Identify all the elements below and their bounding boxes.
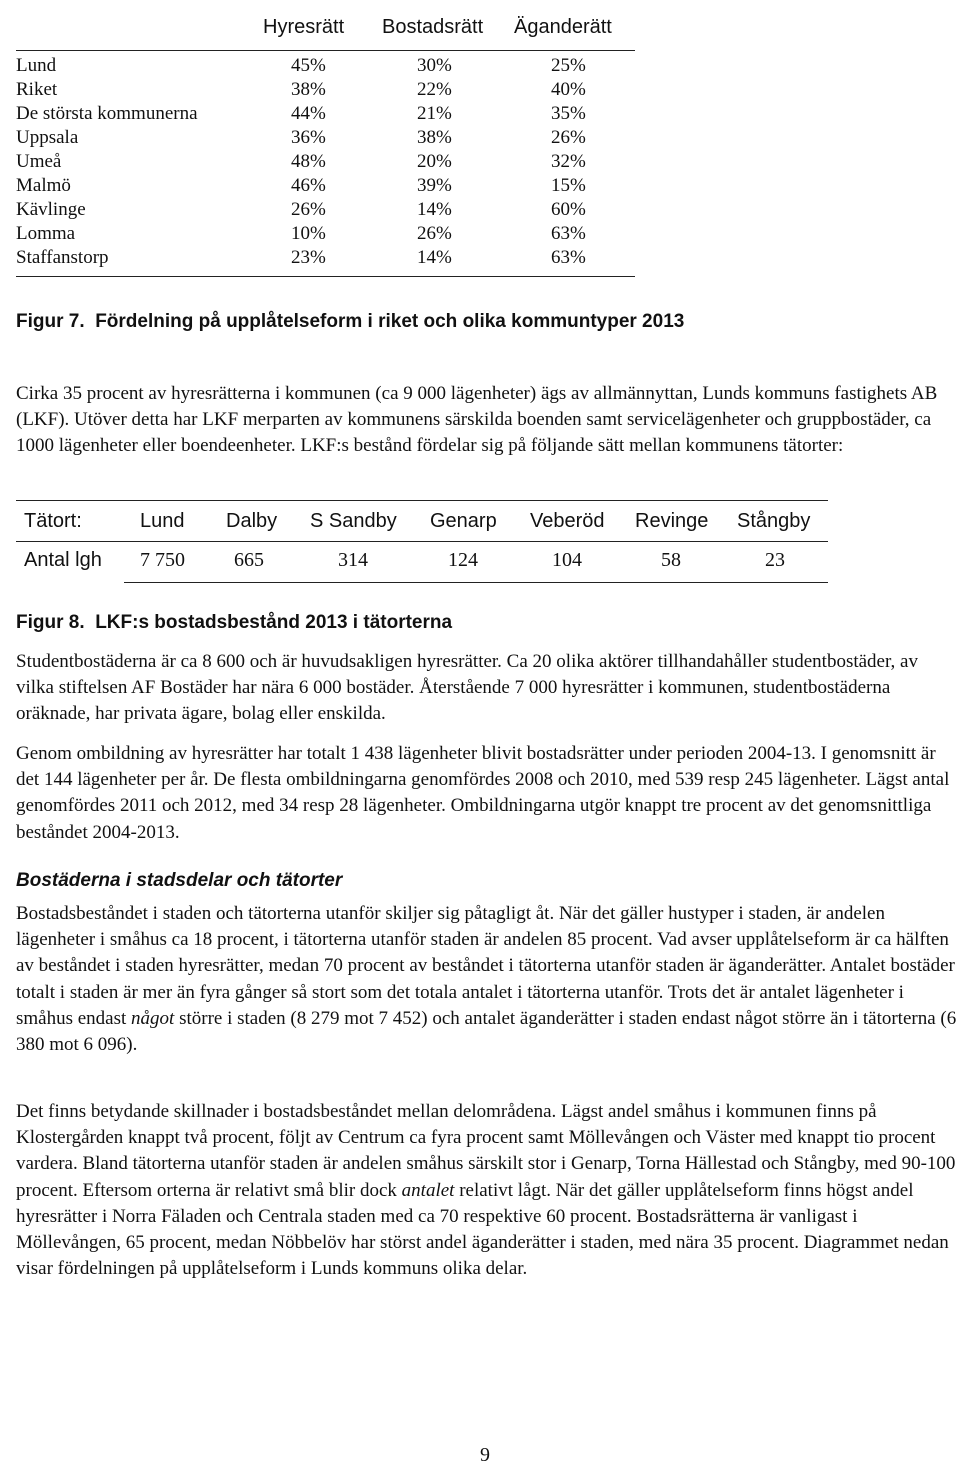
paragraph-text: större i staden (8 279 mot 7 452) och antalet äganderätter i staden endast något större än i tätorterna (6 380 mot 6 096). bbox=[16, 1007, 957, 1056]
row-label: Riket bbox=[16, 79, 58, 100]
cell-revinge-value: 58 bbox=[661, 549, 681, 571]
row-label: Staffanstorp bbox=[16, 247, 109, 268]
cell-aganderatt: 60% bbox=[551, 199, 586, 220]
cell-aganderatt: 15% bbox=[551, 175, 586, 196]
row-label: Umeå bbox=[16, 151, 62, 172]
paragraph-lkf: Cirka 35 procent av hyresrätterna i kommunen (ca 9 000 lägenheter) ägs av allmännyttan, Lunds kommuns fastighets AB (LKF). Utöver detta har LKF merparten av kommunens särskilda boenden samt servicelägenheter och gruppbostäder, ca 1000 lägenheter eller boendeenheter. LKF:s bestånd fördelar sig på följande sätt mellan kommunens tätorter: bbox=[16, 383, 938, 457]
table-row bbox=[16, 246, 635, 270]
cell-aganderatt: 26% bbox=[551, 127, 586, 148]
row-label: Uppsala bbox=[16, 127, 79, 148]
cell-bostadsratt: 14% bbox=[417, 247, 452, 268]
cell-dalby: Dalby bbox=[226, 510, 278, 532]
cell-s-sandby: S Sandby bbox=[310, 510, 397, 532]
cell-aganderatt: 63% bbox=[551, 223, 586, 244]
table-row bbox=[16, 126, 635, 150]
figure-7-label: Figur 7. bbox=[16, 311, 85, 332]
paragraph-ombildning: Genom ombildning av hyresrätter har totalt 1 438 lägenheter blivit bostadsrätter under perioden 2004-13. I genomsnitt är det 144 lägenheter per år. De flesta ombildningarna genomfördes 2008 och 2010, med 539 resp 245 lägenheter. Lägst antal genomfördes 2011 och 2012, med 34 resp 28 lägenheter. Ombildningarna utgör knappt tre procent av det genomsnittliga beståndet 2004-2013. bbox=[16, 743, 950, 843]
cell-label: Tätort: bbox=[24, 510, 82, 532]
cell-bostadsratt: 39% bbox=[417, 175, 452, 196]
paragraph-text: Bostadsbeståndet i staden och tätorterna utanför skiljer sig påtagligt åt. När det gäller hustyper i staden, är andelen lägenheter i småhus ca 18 procent, i tätorterna utanför staden är andelen 85 procent. Vad avser upplåtelseform är ca hälften av beståndet i staden hyresrätter, medan 70 procent av beståndet i tätorterna utanför staden är äganderätter. Antalet bostäder totalt i staden är mer än fyra gånger så stort som det totala antalet i tätorterna utanför. Trots det är antalet lägenheter i småhus endast bbox=[16, 903, 955, 1029]
figure-8-caption bbox=[16, 612, 452, 634]
table-row bbox=[16, 102, 635, 126]
cell-hyresratt: 46% bbox=[291, 175, 326, 196]
cell-stangby-value: 23 bbox=[765, 549, 785, 571]
cell-veberod-value: 104 bbox=[552, 549, 582, 571]
cell-aganderatt: 25% bbox=[551, 55, 586, 76]
table-row-antal bbox=[16, 542, 828, 582]
table-row bbox=[16, 222, 635, 246]
cell-dalby-value: 665 bbox=[234, 549, 264, 571]
figure-7-text: Fördelning på upplåtelseform i riket och olika kommuntyper 2013 bbox=[95, 311, 685, 332]
table-row bbox=[16, 54, 635, 78]
table-row bbox=[16, 78, 635, 102]
cell-bostadsratt: 14% bbox=[417, 199, 452, 220]
table-row-tatort bbox=[16, 501, 828, 541]
cell-lund: Lund bbox=[140, 510, 185, 532]
cell-bostadsratt: 38% bbox=[417, 127, 452, 148]
table-bottom-rule bbox=[124, 582, 828, 583]
cell-genarp: Genarp bbox=[430, 510, 497, 532]
table-row bbox=[16, 150, 635, 174]
cell-stangby: Stångby bbox=[737, 510, 811, 532]
tenure-table bbox=[16, 0, 635, 277]
cell-hyresratt: 36% bbox=[291, 127, 326, 148]
lkf-table bbox=[16, 500, 828, 583]
cell-bostadsratt: 20% bbox=[417, 151, 452, 172]
cell-bostadsratt: 22% bbox=[417, 79, 452, 100]
cell-aganderatt: 35% bbox=[551, 103, 586, 124]
table-row bbox=[16, 174, 635, 198]
row-label: De största kommunerna bbox=[16, 103, 198, 124]
row-label: Malmö bbox=[16, 175, 71, 196]
paragraph-text: Det finns betydande skillnader i bostadsbeståndet mellan delområdena. Lägst andel småhus i kommunen finns på Klostergården knappt två procent, följt av Centrum ca fyra procent samt Möllevången och Väster med knappt tio procent vardera. Bland tätorterna utanför staden är andelen småhus särskilt stor i Genarp, Torna Hällestad och Stångby, med 90-100 procent. Eftersom orterna är relativt små blir dock bbox=[16, 1101, 956, 1201]
table-row bbox=[16, 198, 635, 222]
emphasis-text: antalet bbox=[401, 1179, 455, 1201]
row-label: Lund bbox=[16, 55, 57, 76]
emphasis-text: något bbox=[131, 1007, 175, 1029]
tenure-table-body bbox=[16, 51, 635, 270]
section-heading: Bostäderna i stadsdelar och tätorter bbox=[16, 870, 343, 891]
cell-hyresratt: 48% bbox=[291, 151, 326, 172]
paragraph-bostadsbestand bbox=[16, 901, 960, 1058]
table-bottom-rule bbox=[16, 270, 635, 277]
paragraph-delomraden bbox=[16, 1099, 960, 1282]
cell-bostadsratt: 30% bbox=[417, 55, 452, 76]
cell-aganderatt: 40% bbox=[551, 79, 586, 100]
row-label: Lomma bbox=[16, 223, 76, 244]
cell-hyresratt: 38% bbox=[291, 79, 326, 100]
cell-hyresratt: 10% bbox=[291, 223, 326, 244]
cell-aganderatt: 63% bbox=[551, 247, 586, 268]
cell-veberod: Veberöd bbox=[530, 510, 605, 532]
cell-label: Antal lgh bbox=[24, 549, 102, 571]
paragraph-text: relativt lågt. När det gäller upplåtelseform finns högst andel hyresrätter i Norra Fäladen och Centrala staden med ca 70 respektive 60 procent. Bostadsrätterna är vanligast i Möllevången, 65 procent, medan Nöbbelöv har störst andel äganderätter i staden, med nära 35 procent. Diagrammet nedan visar fördelningen på upplåtelseform i Lunds kommuns olika delar. bbox=[16, 1179, 949, 1280]
paragraph-student: Studentbostäderna är ca 8 600 och är huvudsakligen hyresrätter. Ca 20 olika aktörer tillhandahåller studentbostäder, av vilka stiftelsen AF Bostäder har nära 6 000 bostäder. Återstående 7 000 hyresrätter i kommunen, studentbostäderna oräknade, har privata ägare, bolag eller enskilda. bbox=[16, 651, 918, 725]
figure-8-label: Figur 8. bbox=[16, 612, 85, 633]
cell-revinge: Revinge bbox=[635, 510, 709, 532]
cell-hyresratt: 45% bbox=[291, 55, 326, 76]
cell-genarp-value: 124 bbox=[448, 549, 478, 571]
cell-bostadsratt: 26% bbox=[417, 223, 452, 244]
header-aganderatt: Äganderätt bbox=[514, 16, 612, 38]
cell-lund-value: 7 750 bbox=[140, 549, 185, 571]
figure-7-caption bbox=[16, 311, 684, 333]
cell-hyresratt: 44% bbox=[291, 103, 326, 124]
figure-8-text: LKF:s bostadsbestånd 2013 i tätorterna bbox=[95, 612, 453, 633]
page-number: 9 bbox=[480, 1444, 490, 1466]
cell-hyresratt: 26% bbox=[291, 199, 326, 220]
cell-s-sandby-value: 314 bbox=[338, 549, 368, 571]
cell-aganderatt: 32% bbox=[551, 151, 586, 172]
header-bostadsratt: Bostadsrätt bbox=[382, 16, 484, 38]
tenure-table-header bbox=[16, 0, 635, 51]
cell-bostadsratt: 21% bbox=[417, 103, 452, 124]
header-hyresratt: Hyresrätt bbox=[263, 16, 345, 38]
row-label: Kävlinge bbox=[16, 199, 86, 220]
cell-hyresratt: 23% bbox=[291, 247, 326, 268]
